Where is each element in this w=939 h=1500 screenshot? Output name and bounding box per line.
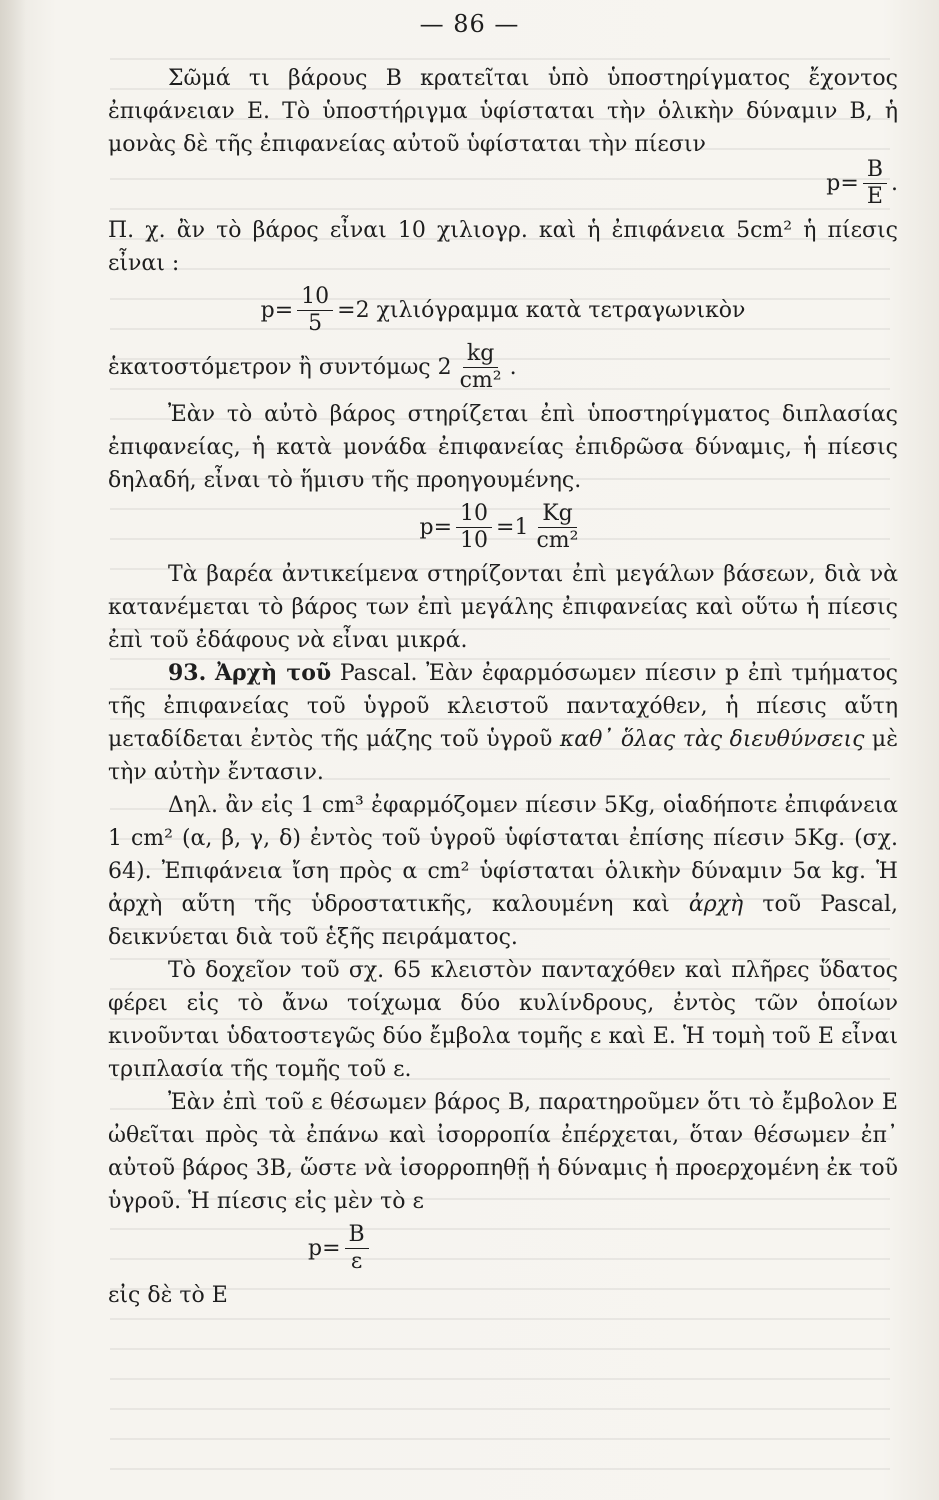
- fraction-denominator: 5: [308, 311, 323, 336]
- paragraph-text: ἑκατοστόμετρον ἢ συντόμως 2: [108, 355, 452, 380]
- section-title: Ἀρχὴ τοῦ: [214, 660, 332, 686]
- section-title-rest: Pascal.: [339, 661, 418, 686]
- fraction-denominator: E: [866, 184, 883, 209]
- fraction-numerator: 10: [297, 284, 333, 311]
- paragraph-pistons: Ἐὰν ἐπὶ τοῦ ε θέσωμεν βάρος Β, παρατηροῦμεν ὅτι τὸ ἔμβολον Ε ὠθεῖται πρὸς τὰ ἐπάνω καὶ ἰσορροπία ἐπέρχεται, ὅταν θέσωμεν ἐπ᾽ αὐτοῦ βάρος 3Β, ὥστε νὰ ἰσορροπηθῇ ἡ δύναμις ἡ προερχομένη ἐκ τοῦ ὑγροῦ. Ἡ πίεσις εἰς μὲν τὸ ε: [108, 1090, 898, 1214]
- fraction: [297, 284, 333, 337]
- paragraph-text: τοῦ Pascal, δεικνύεται διὰ τοῦ ἑξῆς πειράματος.: [108, 892, 898, 950]
- equation-tail: .: [891, 171, 898, 196]
- paragraph-pascal-example: [108, 789, 898, 954]
- fraction: [456, 501, 492, 554]
- paragraph-heavy-objects: Τὰ βαρέα ἀντικείμενα στηρίζονται ἐπὶ μεγάλων βάσεων, διὰ νὰ κατανέμεται τὸ βάρος των ἐπὶ μεγάλης ἐπιφανείας καὶ οὕτω ἡ πίεσις ἐπὶ τοῦ ἐδάφους νὰ εἶναι μικρά.: [108, 562, 898, 653]
- paragraph-text: Δηλ. ἂν εἰς 1 cm³ ἐφαρμόζομεν πίεσιν 5Kg, οἱαδήποτε ἐπιφάνεια 1 cm² (α, β, γ, δ) ἐντὸς τοῦ ὑγροῦ ὑφίσταται ἐπίσης πίεσιν 5Kg. (σχ. 64). Ἐπιφάνεια ἴση πρὸς α cm² ὑφίσταται ὁλικὴν δύναμιν 5α kg. Ἡ ἀρχὴ αὕτη τῆς ὑδροστατικῆς, καλουμένη καὶ: [108, 793, 898, 917]
- equation-lhs: p=: [308, 1236, 341, 1261]
- paragraph-italic: ἀρχὴ: [688, 892, 744, 917]
- equation-rhs: =2 χιλιόγραμμα κατὰ τετραγωνικὸν: [337, 298, 746, 323]
- fraction: [345, 1222, 369, 1275]
- page-edge-shadow: [0, 0, 26, 1500]
- fraction: [456, 341, 506, 394]
- equation-lhs: p=: [419, 515, 453, 540]
- fraction-denominator: cm²: [459, 368, 502, 393]
- fraction-denominator: 10: [460, 528, 489, 553]
- paragraph-double-surface: Ἐὰν τὸ αὐτὸ βάρος στηρίζεται ἐπὶ ὑποστηρίγματος διπλασίας ἐπιφανείας, ἡ κατὰ μονάδα ἐπιφανείας ἐπιδρῶσα δύναμις, ἡ πίεσις δηλαδή, εἶναι τὸ ἥμισυ τῆς προηγουμένης.: [108, 402, 898, 493]
- page-body: [108, 62, 898, 1312]
- section-pascal: [108, 657, 898, 789]
- section-italic: καθ᾽ ὅλας τὰς διευθύνσεις: [559, 727, 865, 752]
- paragraph-text: Σῶμά τι βάρους Β κρατεῖται ὑπὸ ὑποστηρίγματος ἔχοντος ἐπιφάνειαν Ε. Τὸ ὑποστήριγμα ὑφίσταται τὴν ὁλικὴν δύναμιν Β, ἡ μονὰς δὲ τῆς ἐπιφανείας αὐτοῦ ὑφίσταται τὴν πίεσιν: [108, 66, 898, 157]
- section-text-end: μὲ τὴν αὐτὴν ἔντασιν.: [108, 727, 899, 785]
- fraction-numerator: Kg: [538, 501, 577, 528]
- equation-lhs: p=: [826, 171, 859, 196]
- equation-tail: .: [509, 355, 517, 380]
- equation-p-10-over-10: [108, 501, 898, 554]
- fraction-numerator: B: [345, 1222, 369, 1249]
- section-text: Ἐὰν ἐφαρμόσωμεν πίεσιν p ἐπὶ τμήματος τῆς ἐπιφανείας τοῦ ὑγροῦ κλειστοῦ πανταχόθεν, ἡ πίεσις αὕτη μεταδίδεται ἐντὸς τῆς μάζης τοῦ ὑγροῦ: [108, 661, 898, 752]
- equation-p-b-over-e: [108, 157, 898, 210]
- paragraph-weight-support: [108, 62, 898, 161]
- page-number: — 86 —: [419, 10, 520, 38]
- unit-fraction: [532, 501, 582, 554]
- paragraph-final: εἰς δὲ τὸ Ε: [108, 1283, 228, 1308]
- fraction-numerator: B: [863, 157, 887, 184]
- paragraph-example: Π. χ. ἂν τὸ βάρος εἶναι 10 χιλιογρ. καὶ ἡ ἐπιφάνεια 5cm² ἡ πίεσις εἶναι :: [108, 218, 898, 276]
- fraction-numerator: 10: [456, 501, 492, 528]
- equation-p-b-over-epsilon: [108, 1222, 898, 1275]
- section-number: 93.: [168, 660, 207, 686]
- fraction-denominator: ε: [350, 1249, 363, 1274]
- equation-mid: =1: [496, 515, 529, 540]
- paragraph-vessel: Τὸ δοχεῖον τοῦ σχ. 65 κλειστὸν πανταχόθεν καὶ πλῆρες ὕδατος φέρει εἰς τὸ ἄνω τοίχωμα δύο κυλίνδρους, ἐντὸς τῶν ὁποίων κινοῦνται ὑδατοστεγῶς δύο ἔμβολα τομῆς ε καὶ Ε. Ἡ τομὴ τοῦ Ε εἶναι τριπλασία τῆς τομῆς τοῦ ε.: [108, 958, 898, 1082]
- fraction-denominator: cm²: [536, 528, 579, 553]
- fraction-numerator: kg: [463, 341, 498, 368]
- equation-lhs: p=: [260, 298, 294, 323]
- fraction: [863, 157, 887, 210]
- equation-p-10-over-5: [108, 284, 898, 337]
- equation-kg-per-cm2: [108, 341, 898, 394]
